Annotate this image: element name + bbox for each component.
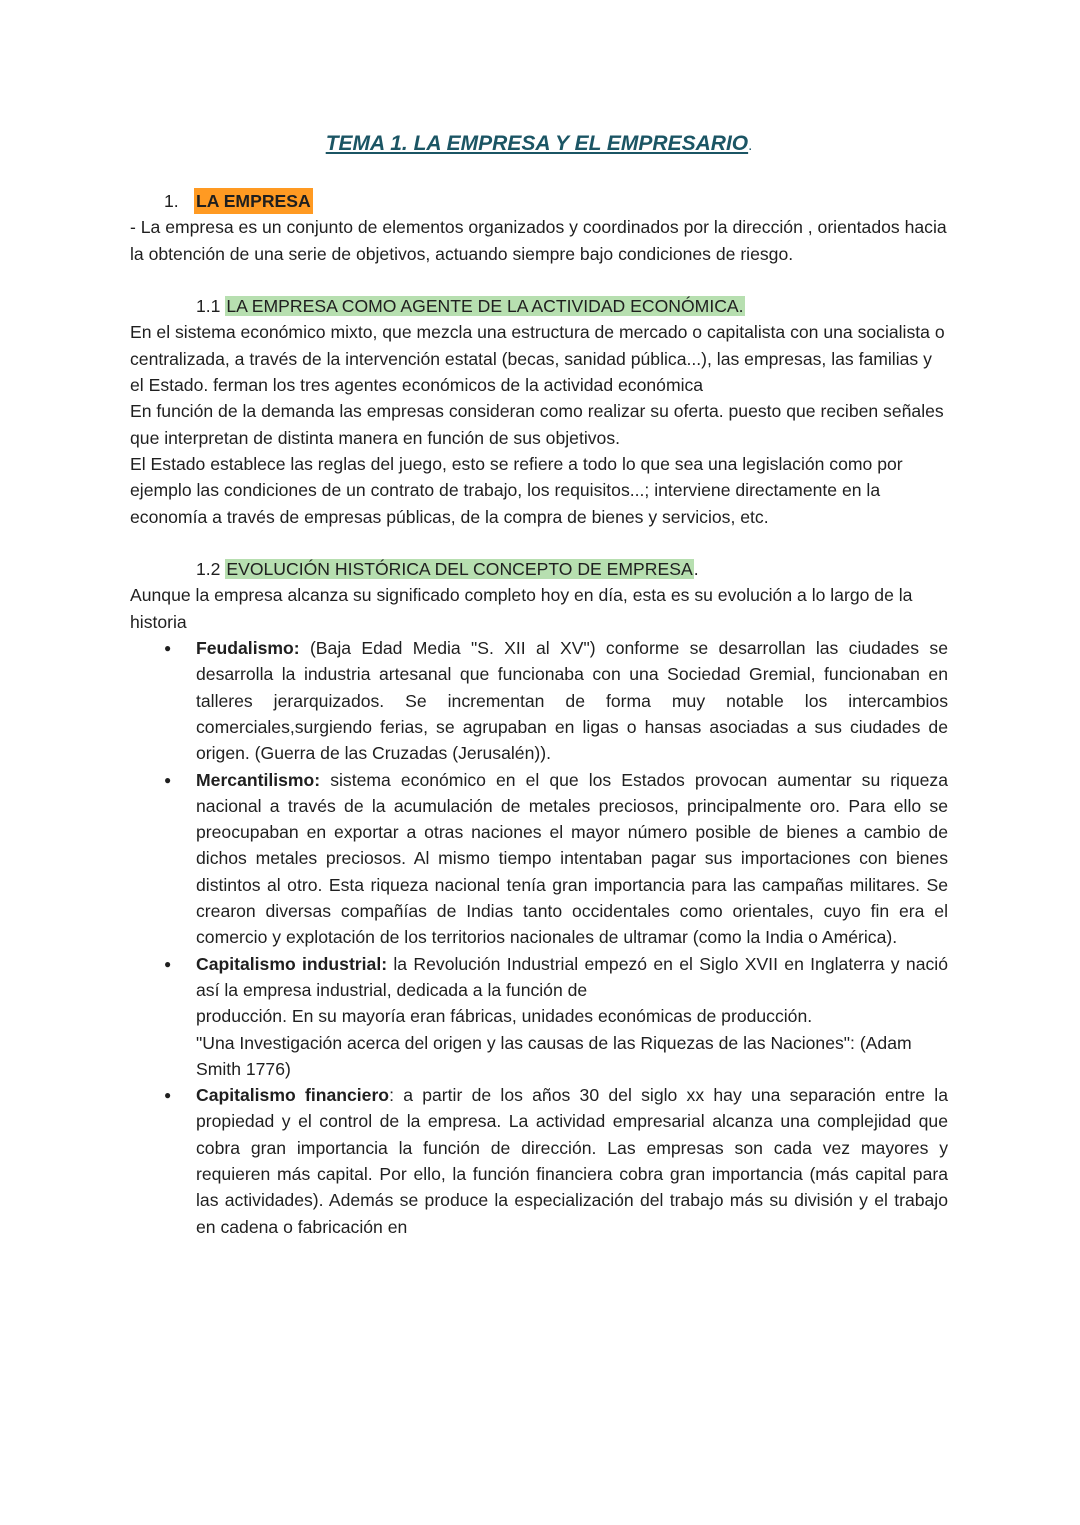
section-1-2-number: 1.2 [196,559,221,580]
bullet-text: sistema económico en el que los Estados provocan aumentar su riqueza nacional a través de la acumulación de metales preciosos, principalmente oro. Para ello se preocupaban en exportar a otras naciones el mayor número posible de bienes a cambio de dichos metales preciosos. Al mismo tiempo intentaban pagar sus importaciones con bienes distintos al otro. Esta riqueza nacional tenía gran importancia para las campañas militares. Se crearon diversas compañías de Indias tanto occidentales como orientales, cuyo fin era el comercio y explotación de los territorios nacionales de ultramar (como la India o América). [196,769,948,948]
document-title: TEMA 1. LA EMPRESA Y EL EMPRESARIO [325,132,749,155]
bullet-dot-icon: ● [164,956,172,971]
section-1-1-paragraph: En el sistema económico mixto, que mezcla una estructura de mercado o capitalista con una socialista o centralizada, a través de la intervención estatal (becas, sanidad pública...), las empresas, las familias y el Estado. ferman los tres agentes económicos de la actividad económica [130,322,945,396]
section-1-heading [164,188,948,214]
section-1-1-paragraph: En función de la demanda las empresas consideran como realizar su oferta. puesto que reciben señales que interpretan de distinta manera en función de sus objetivos. [130,401,944,448]
document-page [130,128,948,1240]
section-1-1-number: 1.1 [196,296,221,317]
spacer [130,267,948,293]
section-1-title: LA EMPRESA [194,188,313,214]
section-1-definition: - La empresa es un conjunto de elementos organizados y coordinados por la dirección , orientados hacia la obtención de una serie de objetivos, actuando siempre bajo condiciones de riesgo. [130,217,947,264]
section-1-1-title: LA EMPRESA COMO AGENTE DE LA ACTIVIDAD ECONÓMICA. [226,296,744,317]
bullet-dot-icon: ● [164,1088,172,1103]
bullet-term: Capitalismo industrial: [196,953,388,974]
bullet-quote: "Una Investigación acerca del origen y las causas de las Riquezas de las Naciones": (Adam Smith 1776) [196,1032,912,1079]
bullet-dot-icon: ● [164,641,172,656]
bullet-continuation: producción. En su mayoría eran fábricas, unidades económicas de producción. [196,1006,813,1027]
bullet-text: la Revolución Industrial empezó en el Siglo XVII en Inglaterra y nació así la empresa industrial, dedicada a la función de [196,953,948,1000]
title-trailing-dot: . [748,137,753,154]
bullet-text: (Baja Edad Media "S. XII al XV") conforme se desarrollan las ciudades se desarrolla la industria artesanal que funcionaba con una Sociedad Gremial, funcionaban en talleres jerarquizados. Se incrementan de forma muy notable los intercambios comerciales,surgiendo ferias, se agrupaban en ligas o hansas asociadas a sus ciudades de origen. (Guerra de las Cruzadas (Jerusalén)). [196,638,948,764]
section-1-1-paragraph: El Estado establece las reglas del juego, esto se refiere a todo lo que sea una legislación como por ejemplo las condiciones de un contrato de trabajo, los requisitos...; interviene directamente en la economía a través de empresas públicas, de la compra de bienes y servicios, etc. [130,453,903,527]
section-1-2-intro: Aunque la empresa alcanza su significado completo hoy en día, esta es su evolución a lo largo de la historia [130,585,913,632]
bullet-term: Mercantilismo: [196,769,321,790]
section-1-number: 1. [164,191,179,211]
history-bullet-list [130,635,948,1240]
bullet-item-feudalismo [130,635,948,766]
bullet-item-capitalismo-industrial [130,951,948,1082]
section-1-2-title-dot: . [693,559,699,580]
title-block [130,128,948,160]
bullet-item-capitalismo-financiero [130,1082,948,1240]
bullet-text: : a partir de los años 30 del siglo xx hay una separación entre la propiedad y el control de la empresa. La actividad empresarial alcanza una complejidad que cobra gran importancia la función de dirección. Las empresas son cada vez mayores y requieren más capital. Por ello, la función financiera cobra gran importancia (más capital para las actividades). Además se produce la especialización del trabajo más su división y el trabajo en cadena o fabricación en [196,1085,948,1237]
section-1-2-title: EVOLUCIÓN HISTÓRICA DEL CONCEPTO DE EMPRESA [226,559,693,580]
spacer [130,530,948,556]
bullet-term: Feudalismo: [196,638,300,659]
section-1-2-heading [196,556,948,582]
section-1-1-heading [196,293,948,319]
bullet-item-mercantilismo [130,767,948,951]
bullet-term: Capitalismo financiero [196,1085,390,1106]
bullet-dot-icon: ● [164,772,172,787]
